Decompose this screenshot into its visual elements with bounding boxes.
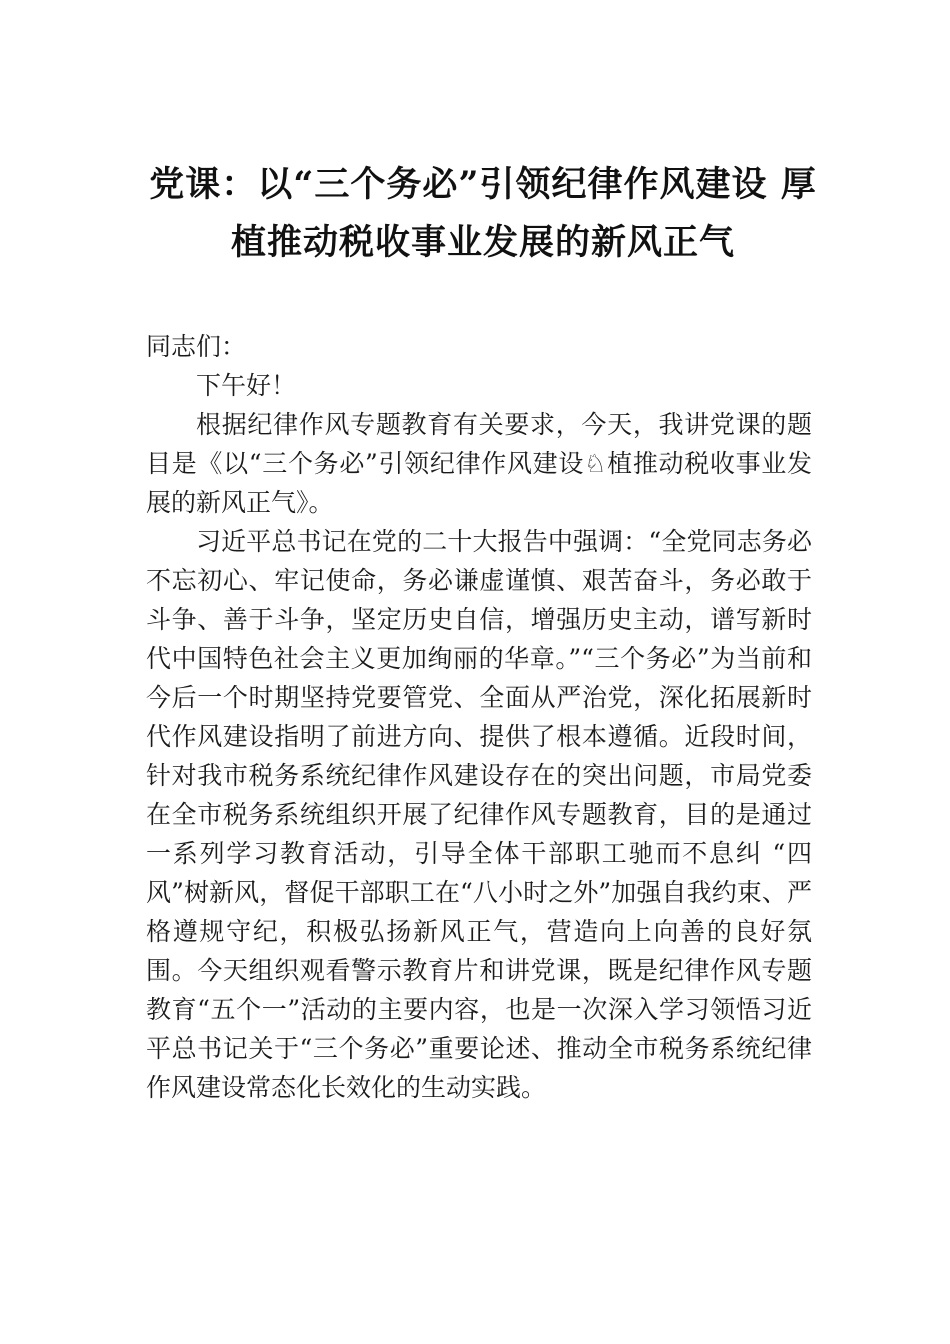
- paragraph-intro: 根据纪律作风专题教育有关要求，今天，我讲党课的题目是《以“三个务必”引领纪律作风建设♘植推动税收事业发展的新风正气》。: [146, 410, 812, 517]
- document-body: [146, 327, 812, 1107]
- document-title: 党课：以“三个务必”引领纪律作风建设 厚植推动税收事业发展的新风正气: [149, 164, 817, 263]
- greeting: 下午好！: [196, 371, 297, 400]
- salutation: 同志们：: [146, 332, 247, 361]
- paragraph-main: 习近平总书记在党的二十大报告中强调：“全党同志务必不忘初心、牢记使命，务必谦虚谨慎、艰苦奋斗，务必敢于斗争、善于斗争，坚定历史自信，增强历史主动，谱写新时代中国特色社会主义更加绚丽的华章。”“三个务必”为当前和今后一个时期坚持党要管党、全面从严治党，深化拓展新时代作风建设指明了前进方向、提供了根本遵循。近段时间，针对我市税务系统纪律作风建设存在的突出问题，市局党委在全市税务系统组织开展了纪律作风专题教育，目的是通过一系列学习教育活动，引导全体干部职工驰而不息纠 “四风”树新风，督促干部职工在“八小时之外”加强自我约束、严格遵规守纪，积极弘扬新风正气，营造向上向善的良好氛围。今天组织观看警示教育片和讲党课，既是纪律作风专题教育“五个一”活动的主要内容，也是一次深入学习领悟习近平总书记关于“三个务必”重要论述、推动全市税务系统纪律作风建设常态化长效化的生动实践。: [146, 527, 812, 1102]
